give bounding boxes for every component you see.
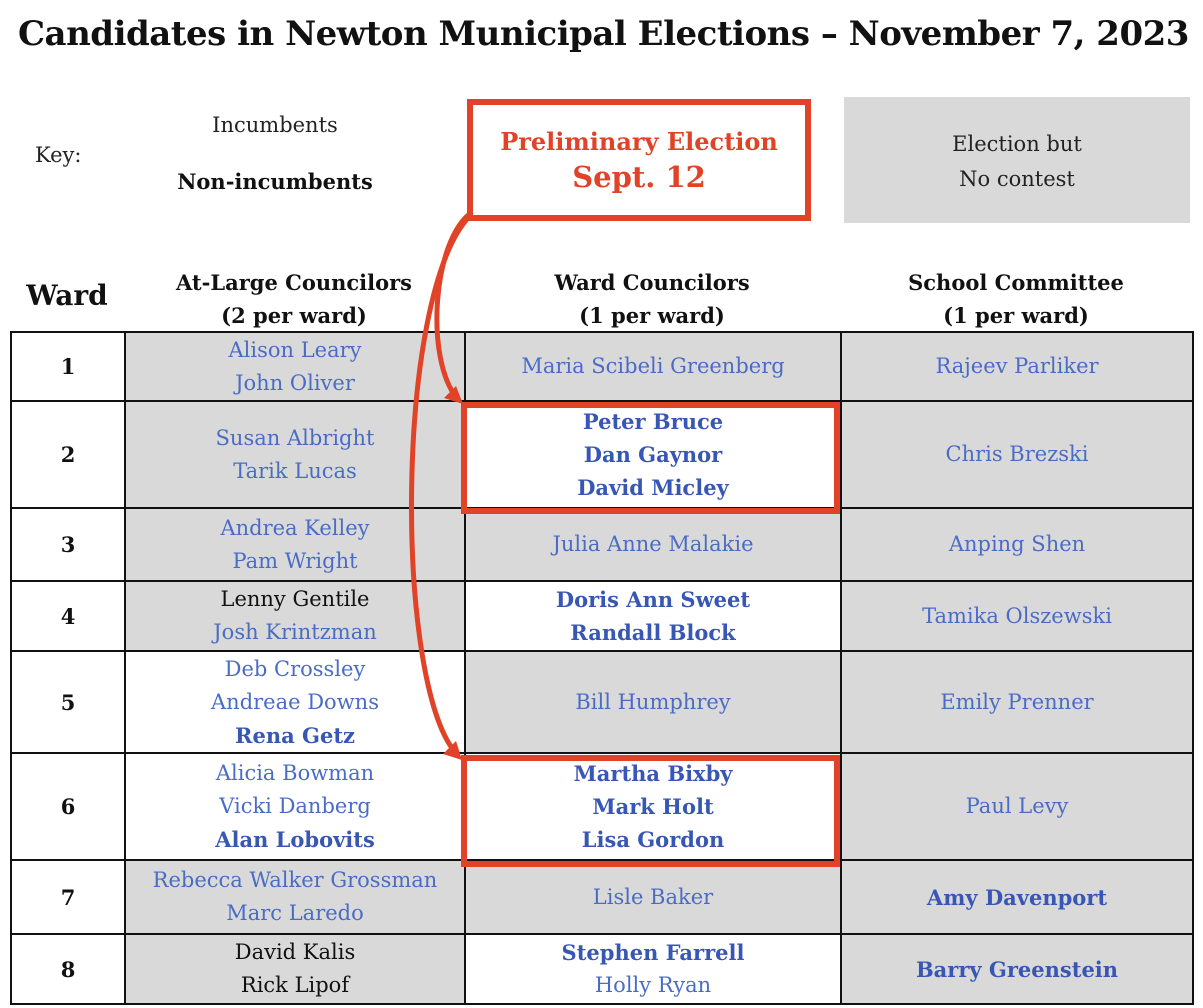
- candidate-name: Randall Block: [570, 620, 736, 645]
- at-large-cell: [125, 581, 465, 651]
- ward-councilor-cell: [465, 860, 841, 934]
- candidate-name: Deb Crossley: [224, 656, 366, 681]
- candidate-name: Maria Scibeli Greenberg: [521, 354, 785, 378]
- table-row: [11, 401, 1193, 508]
- ward-number: 3: [11, 508, 125, 581]
- ward-number: 1: [11, 332, 125, 401]
- at-large-cell: [125, 860, 465, 934]
- key-no-contest: [844, 97, 1190, 223]
- table-row: [11, 508, 1193, 581]
- header-school-committee-sub: (1 per ward): [943, 303, 1089, 328]
- header-ward-councilors-title: Ward Councilors: [554, 270, 750, 295]
- candidate-name: Anping Shen: [948, 532, 1086, 556]
- at-large-cell: [125, 332, 465, 401]
- candidate-name: David Micley: [577, 475, 729, 500]
- header-ward-councilors-sub: (1 per ward): [579, 303, 725, 328]
- at-large-cell: [125, 401, 465, 508]
- key-label: Key:: [35, 143, 82, 167]
- header-at-large-sub: (2 per ward): [221, 303, 367, 328]
- preliminary-date: Sept. 12: [572, 160, 706, 194]
- table-row: [11, 332, 1193, 401]
- ward-councilor-cell: [465, 508, 841, 581]
- candidate-name: Alicia Bowman: [215, 761, 375, 785]
- candidate-name: Rebecca Walker Grossman: [152, 868, 438, 892]
- ward-councilor-cell: [465, 332, 841, 401]
- ward-councilor-cell: [465, 651, 841, 753]
- candidate-name: Alison Leary: [228, 337, 362, 362]
- candidate-name: Chris Brezski: [945, 442, 1089, 466]
- ward-number: 5: [11, 651, 125, 753]
- candidate-name: Rajeev Parliker: [935, 354, 1099, 378]
- candidate-name: Pam Wright: [232, 548, 358, 573]
- ward-councilor-cell: [465, 753, 841, 860]
- candidate-name: John Oliver: [235, 370, 355, 395]
- no-contest-line1: Election but: [952, 132, 1082, 156]
- school-committee-cell: [841, 753, 1193, 860]
- table-row: [11, 753, 1193, 860]
- school-committee-cell: [841, 508, 1193, 581]
- table-row: [11, 934, 1193, 1004]
- school-committee-cell: [841, 860, 1193, 934]
- candidates-table: [10, 331, 1194, 1005]
- table-row: [11, 860, 1193, 934]
- ward-number: 6: [11, 753, 125, 860]
- candidate-name: Andreae Downs: [211, 689, 379, 714]
- candidate-name: Alan Lobovits: [215, 827, 375, 852]
- candidate-name: Martha Bixby: [573, 761, 733, 786]
- at-large-cell: [125, 753, 465, 860]
- candidate-name: David Kalis: [234, 940, 356, 964]
- table-row: [11, 651, 1193, 753]
- school-committee-cell: [841, 581, 1193, 651]
- school-committee-cell: [841, 401, 1193, 508]
- at-large-cell: [125, 934, 465, 1004]
- ward-councilor-cell: [465, 401, 841, 508]
- candidate-name: Bill Humphrey: [575, 689, 731, 714]
- ward-number: 8: [11, 934, 125, 1004]
- candidate-name: Peter Bruce: [582, 409, 724, 434]
- candidate-name: Amy Davenport: [926, 884, 1108, 910]
- school-committee-cell: [841, 934, 1193, 1004]
- page-title: Candidates in Newton Municipal Elections – November 7, 2023: [18, 14, 1189, 54]
- school-committee-cell: [841, 332, 1193, 401]
- candidate-name: Vicki Danberg: [219, 794, 371, 818]
- key-non-incumbents: Non-incumbents: [177, 169, 373, 194]
- candidate-name: Holly Ryan: [594, 973, 712, 997]
- candidate-name: Andrea Kelley: [220, 515, 370, 540]
- header-ward-councilors: [464, 266, 840, 332]
- school-committee-cell: [841, 651, 1193, 753]
- no-contest-line2: No contest: [959, 167, 1075, 191]
- candidate-name: Doris Ann Sweet: [555, 587, 751, 612]
- candidate-name: Josh Krintzman: [213, 620, 377, 644]
- ward-councilor-cell: [465, 934, 841, 1004]
- candidate-name: Paul Levy: [965, 794, 1069, 818]
- at-large-cell: [125, 651, 465, 753]
- candidate-name: Lenny Gentile: [220, 587, 370, 611]
- header-school-committee: [840, 266, 1192, 332]
- candidate-name: Mark Holt: [592, 794, 714, 819]
- header-school-committee-title: School Committee: [908, 270, 1124, 295]
- header-at-large: [124, 266, 464, 332]
- candidate-name: Lisa Gordon: [581, 827, 725, 852]
- preliminary-label: Preliminary Election: [500, 127, 778, 156]
- candidate-name: Marc Laredo: [226, 901, 364, 925]
- candidate-name: Tarik Lucas: [233, 458, 357, 483]
- header-ward: Ward: [26, 279, 108, 312]
- candidate-name: Rick Lipof: [240, 973, 350, 997]
- candidate-name: Lisle Baker: [592, 884, 714, 909]
- key-preliminary-election: [467, 99, 811, 221]
- candidate-name: Dan Gaynor: [583, 442, 723, 467]
- ward-councilor-cell: [465, 581, 841, 651]
- candidate-name: Julia Anne Malakie: [552, 532, 754, 556]
- ward-number: 2: [11, 401, 125, 508]
- candidate-name: Emily Prenner: [940, 689, 1094, 714]
- candidate-name: Stephen Farrell: [561, 940, 745, 965]
- ward-number: 4: [11, 581, 125, 651]
- key-incumbents: Incumbents: [212, 113, 338, 137]
- table-row: [11, 581, 1193, 651]
- header-at-large-title: At-Large Councilors: [175, 270, 413, 295]
- candidate-name: Tamika Olszewski: [922, 603, 1112, 628]
- candidate-name: Barry Greenstein: [915, 956, 1119, 982]
- candidate-name: Rena Getz: [235, 722, 355, 748]
- at-large-cell: [125, 508, 465, 581]
- candidate-name: Susan Albright: [215, 425, 375, 450]
- ward-number: 7: [11, 860, 125, 934]
